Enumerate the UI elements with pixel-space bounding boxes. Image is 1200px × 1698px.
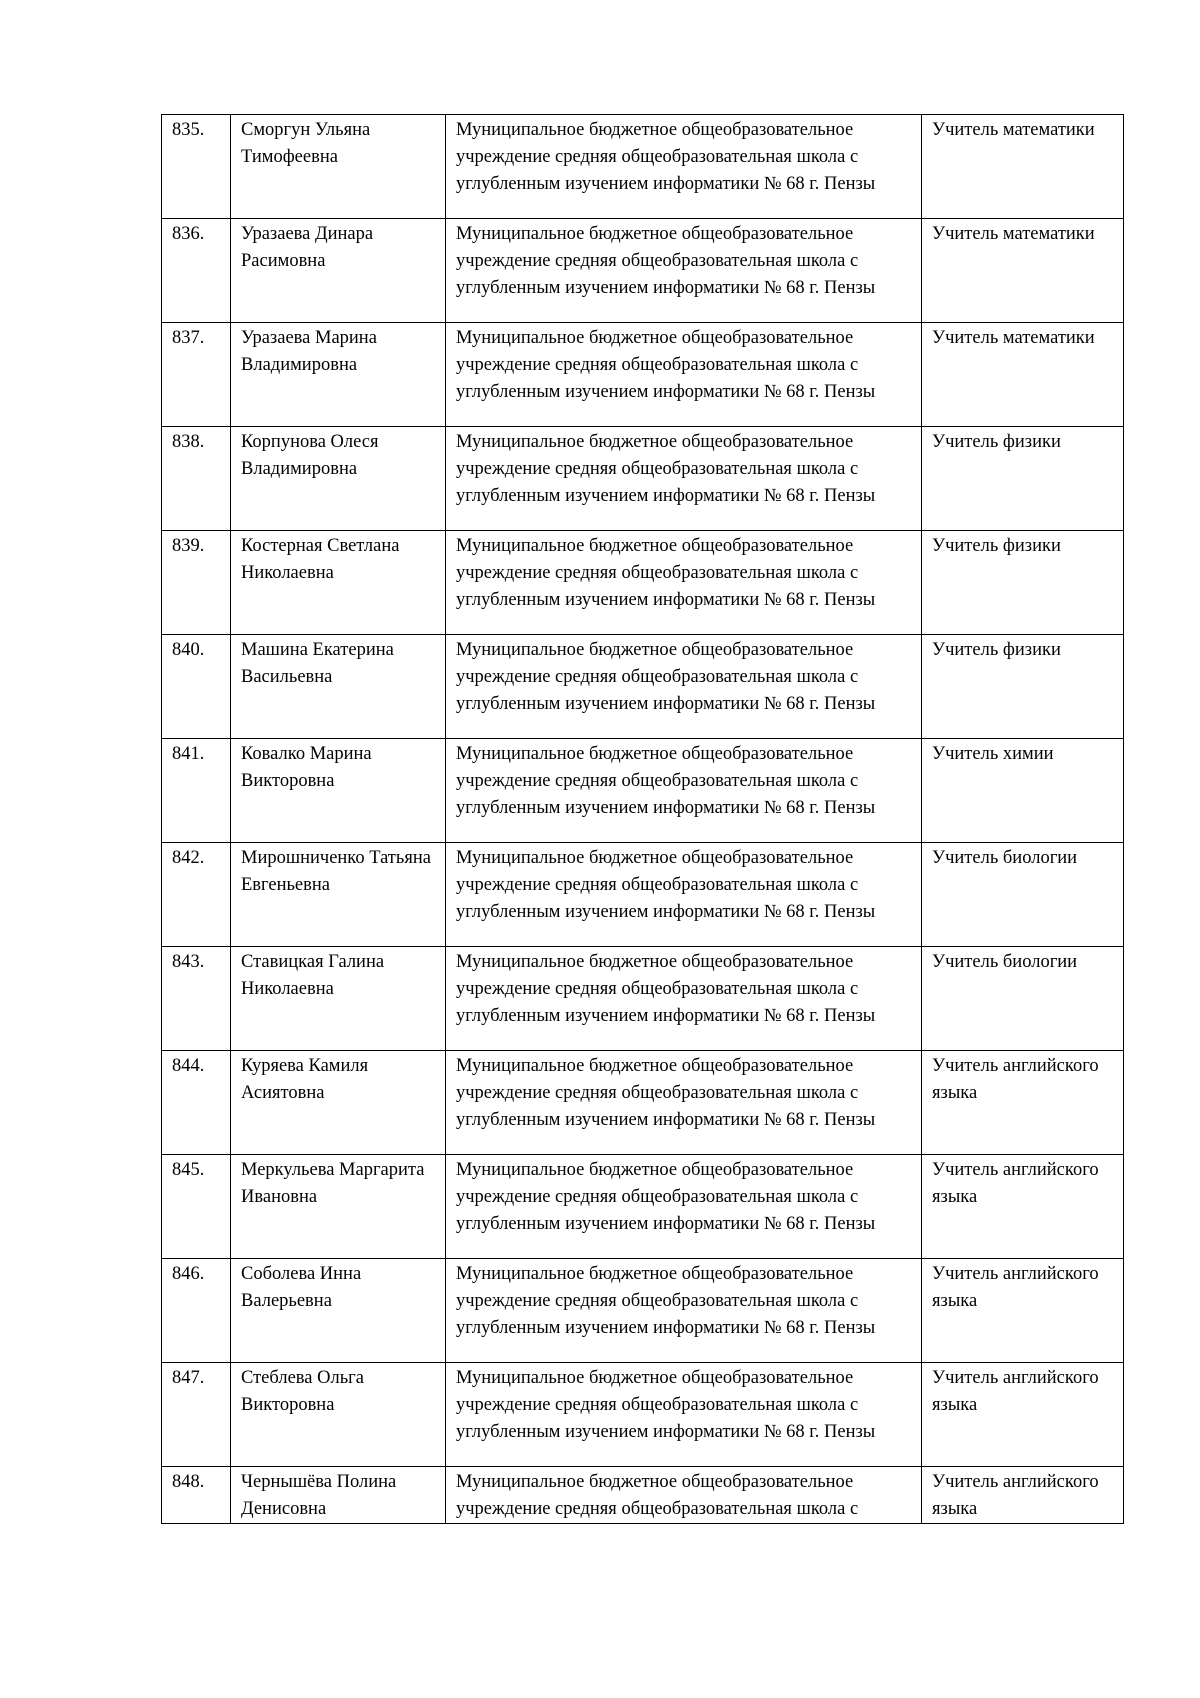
school-name: Муниципальное бюджетное общеобразовательное учреждение средняя общеобразовательная школа с углубленным изучением информатики № 68 г. Пензы — [446, 219, 922, 323]
row-number: 838. — [162, 427, 231, 531]
row-number: 839. — [162, 531, 231, 635]
table-row — [162, 1467, 1124, 1524]
school-name: Муниципальное бюджетное общеобразовательное учреждение средняя общеобразовательная школа с углубленным изучением информатики № 68 г. Пензы — [446, 739, 922, 843]
table-row — [162, 323, 1124, 427]
school-name: Муниципальное бюджетное общеобразовательное учреждение средняя общеобразовательная школа с углубленным изучением информатики № 68 г. Пензы — [446, 531, 922, 635]
table-row — [162, 947, 1124, 1051]
table-row — [162, 1051, 1124, 1155]
school-name: Муниципальное бюджетное общеобразовательное учреждение средняя общеобразовательная школа с углубленным изучением информатики № 68 г. Пензы — [446, 1051, 922, 1155]
teacher-name: Машина Екатерина Васильевна — [231, 635, 446, 739]
teacher-name: Мирошниченко Татьяна Евгеньевна — [231, 843, 446, 947]
school-name: Муниципальное бюджетное общеобразовательное учреждение средняя общеобразовательная школа с углубленным изучением информатики № 68 г. Пензы — [446, 635, 922, 739]
row-number: 841. — [162, 739, 231, 843]
table-row — [162, 635, 1124, 739]
teacher-position: Учитель математики — [922, 219, 1124, 323]
teacher-position: Учитель английского языка — [922, 1467, 1124, 1524]
teacher-name: Сморгун Ульяна Тимофеевна — [231, 115, 446, 219]
row-number: 836. — [162, 219, 231, 323]
school-name: Муниципальное бюджетное общеобразовательное учреждение средняя общеобразовательная школа с углубленным изучением информатики № 68 г. Пензы — [446, 1363, 922, 1467]
teacher-position: Учитель химии — [922, 739, 1124, 843]
teacher-position: Учитель математики — [922, 323, 1124, 427]
teacher-name: Корпунова Олеся Владимировна — [231, 427, 446, 531]
row-number: 837. — [162, 323, 231, 427]
row-number: 840. — [162, 635, 231, 739]
teacher-name: Меркульева Маргарита Ивановна — [231, 1155, 446, 1259]
row-number: 848. — [162, 1467, 231, 1524]
teacher-position: Учитель английского языка — [922, 1363, 1124, 1467]
teacher-name: Уразаева Марина Владимировна — [231, 323, 446, 427]
school-name: Муниципальное бюджетное общеобразовательное учреждение средняя общеобразовательная школа с углубленным изучением информатики № 68 г. Пензы — [446, 1155, 922, 1259]
teacher-position: Учитель физики — [922, 531, 1124, 635]
school-name: Муниципальное бюджетное общеобразовательное учреждение средняя общеобразовательная школа с углубленным изучением информатики № 68 г. Пензы — [446, 947, 922, 1051]
school-name: Муниципальное бюджетное общеобразовательное учреждение средняя общеобразовательная школа с углубленным изучением информатики № 68 г. Пензы — [446, 323, 922, 427]
row-number: 835. — [162, 115, 231, 219]
row-number: 844. — [162, 1051, 231, 1155]
school-name: Муниципальное бюджетное общеобразовательное учреждение средняя общеобразовательная школа с — [446, 1467, 922, 1524]
teacher-name: Костерная Светлана Николаевна — [231, 531, 446, 635]
teacher-name: Куряева Камиля Асиятовна — [231, 1051, 446, 1155]
row-number: 842. — [162, 843, 231, 947]
teacher-position: Учитель физики — [922, 635, 1124, 739]
table-row — [162, 115, 1124, 219]
table-row — [162, 739, 1124, 843]
table-row — [162, 1363, 1124, 1467]
row-number: 843. — [162, 947, 231, 1051]
table-row — [162, 531, 1124, 635]
teacher-name: Стеблева Ольга Викторовна — [231, 1363, 446, 1467]
school-name: Муниципальное бюджетное общеобразовательное учреждение средняя общеобразовательная школа с углубленным изучением информатики № 68 г. Пензы — [446, 843, 922, 947]
teacher-name: Ставицкая Галина Николаевна — [231, 947, 446, 1051]
row-number: 845. — [162, 1155, 231, 1259]
row-number: 846. — [162, 1259, 231, 1363]
teacher-name: Соболева Инна Валерьевна — [231, 1259, 446, 1363]
school-name: Муниципальное бюджетное общеобразовательное учреждение средняя общеобразовательная школа с углубленным изучением информатики № 68 г. Пензы — [446, 1259, 922, 1363]
teacher-name: Уразаева Динара Расимовна — [231, 219, 446, 323]
school-name: Муниципальное бюджетное общеобразовательное учреждение средняя общеобразовательная школа с углубленным изучением информатики № 68 г. Пензы — [446, 427, 922, 531]
teacher-position: Учитель биологии — [922, 947, 1124, 1051]
table-row — [162, 843, 1124, 947]
row-number: 847. — [162, 1363, 231, 1467]
teacher-position: Учитель английского языка — [922, 1155, 1124, 1259]
table-row — [162, 427, 1124, 531]
table-row — [162, 1155, 1124, 1259]
teacher-position: Учитель английского языка — [922, 1051, 1124, 1155]
teachers-table — [161, 114, 1124, 1524]
table-row — [162, 219, 1124, 323]
teacher-position: Учитель английского языка — [922, 1259, 1124, 1363]
teacher-position: Учитель физики — [922, 427, 1124, 531]
teacher-name: Ковалко Марина Викторовна — [231, 739, 446, 843]
teacher-position: Учитель математики — [922, 115, 1124, 219]
teacher-position: Учитель биологии — [922, 843, 1124, 947]
school-name: Муниципальное бюджетное общеобразовательное учреждение средняя общеобразовательная школа с углубленным изучением информатики № 68 г. Пензы — [446, 115, 922, 219]
table-row — [162, 1259, 1124, 1363]
teacher-name: Чернышёва Полина Денисовна — [231, 1467, 446, 1524]
